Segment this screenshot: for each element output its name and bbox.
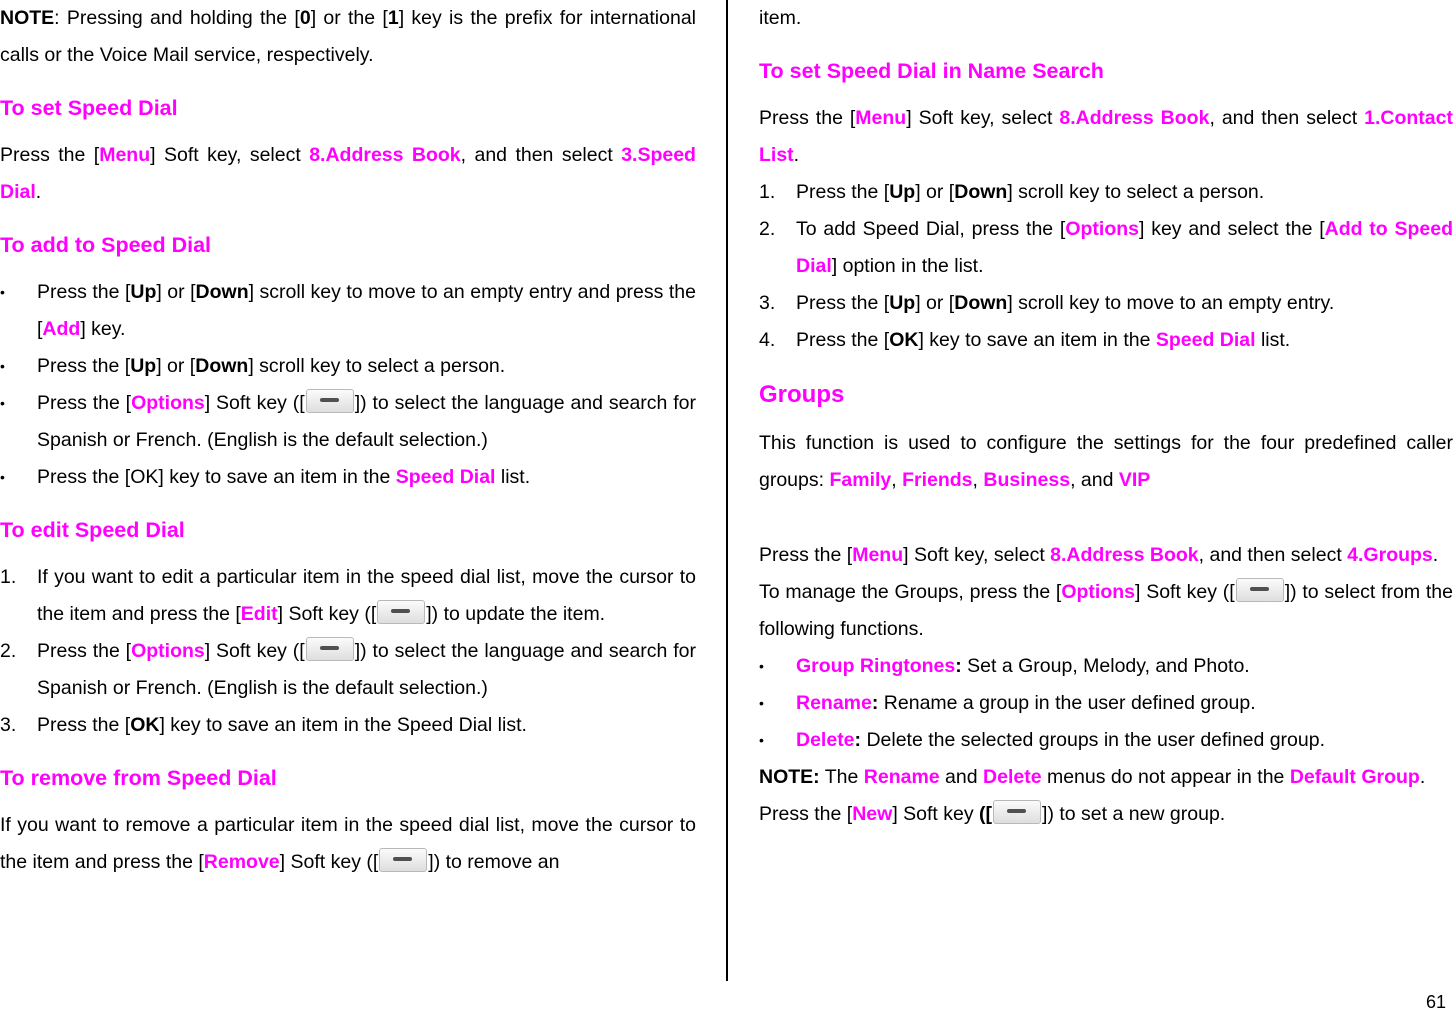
soft-key-icon [306, 389, 354, 413]
manage-groups-text: To manage the Groups, press the [Options] Soft key ([ ]) to select from the following functions. [759, 574, 1453, 648]
continued-text: item. [759, 7, 802, 29]
soft-key-icon [377, 600, 425, 624]
add-speed-dial-heading: To add to Speed Dial [0, 233, 212, 257]
list-item: 1. Press the [Up] or [Down] scroll key to select a person. [759, 181, 1265, 203]
edit-speed-dial-heading: To edit Speed Dial [0, 518, 185, 542]
list-item: • Rename: Rename a group in the user defined group. [759, 692, 1256, 714]
soft-key-icon [379, 848, 427, 872]
list-item: 4. Press the [OK] key to save an item in the Speed Dial list. [759, 329, 1291, 351]
soft-key-icon [993, 800, 1041, 824]
list-item: 2. Press the [Options] Soft key ([ ]) to select the language and search for Spanish or French. (English is the default selection.) [0, 633, 696, 707]
right-column [759, 0, 1453, 833]
list-item: • Press the [Up] or [Down] scroll key to select a person. [0, 355, 506, 377]
groups-heading: Groups [759, 381, 845, 408]
soft-key-icon [1236, 578, 1284, 602]
remove-speed-dial-heading: To remove from Speed Dial [0, 766, 277, 790]
left-column [0, 0, 696, 881]
name-search-text: Press the [Menu] Soft key, select 8.Address Book, and then select 1.Contact List. [759, 107, 1453, 166]
set-speed-dial-text: Press the [Menu] Soft key, select 8.Address Book, and then select 3.Speed Dial. [0, 144, 696, 203]
groups-note: NOTE: The Rename and Delete menus do not appear in the Default Group. [759, 766, 1426, 788]
remove-speed-dial-text: If you want to remove a particular item in the speed dial list, move the cursor to the item and press the [Remove] Soft key ([ ]) to remove an [0, 814, 696, 873]
soft-key-icon [306, 637, 354, 661]
list-item: 2. To add Speed Dial, press the [Options] key and select the [Add to Speed Dial] option in the list. [759, 218, 1453, 277]
groups-menu-text: Press the [Menu] Soft key, select 8.Address Book, and then select 4.Groups. [759, 544, 1439, 566]
name-search-heading: To set Speed Dial in Name Search [759, 59, 1104, 83]
list-item: 1. If you want to edit a particular item in the speed dial list, move the cursor to the item and press the [Edit] Soft key ([ ]) to update the item. [0, 566, 696, 625]
column-divider [726, 0, 728, 981]
list-item: 3. Press the [Up] or [Down] scroll key to move to an empty entry. [759, 292, 1335, 314]
new-group-text: Press the [New] Soft key ([ ]) to set a new group. [759, 796, 1453, 833]
page-number: 61 [1425, 992, 1446, 1012]
note-paragraph: NOTE: Pressing and holding the [0] or the [1] key is the prefix for international calls or the Voice Mail service, respectively. [0, 7, 697, 66]
list-item: • Group Ringtones: Set a Group, Melody, and Photo. [759, 655, 1250, 677]
groups-intro: This function is used to configure the settings for the four predefined caller groups: Family, Friends, Business, and VIP [759, 432, 1453, 491]
list-item: • Press the [OK] key to save an item in the Speed Dial list. [0, 466, 531, 488]
list-item: 3. Press the [OK] key to save an item in the Speed Dial list. [0, 714, 527, 736]
list-item: • Press the [Options] Soft key ([ ]) to select the language and search for Spanish or French. (English is the default selection.) [0, 385, 696, 459]
list-item: • Delete: Delete the selected groups in the user defined group. [759, 729, 1326, 751]
list-item: • Press the [Up] or [Down] scroll key to move to an empty entry and press the [Add] key. [0, 281, 696, 340]
set-speed-dial-heading: To set Speed Dial [0, 96, 178, 120]
